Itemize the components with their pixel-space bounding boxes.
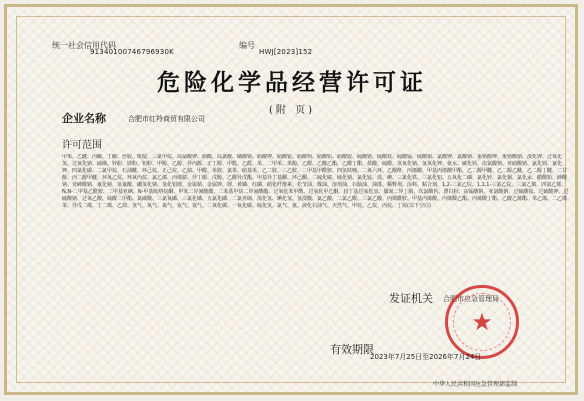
validity-period-value: 2023年7月25日至2026年7月24日 <box>370 353 482 361</box>
number-value: HWJ[2023]152 <box>259 48 313 56</box>
license-scope-label: 许可范围 <box>62 140 102 151</box>
company-name-label: 企业名称 <box>62 112 106 125</box>
validity-period-label: 有效期限 <box>330 343 374 356</box>
issuer-footer: 中华人民共和国应急管理部监制 <box>433 381 518 388</box>
credit-code-label: 统一社会信用代码 <box>52 41 116 50</box>
license-scope-text: 甲苯、乙醚、丙酮、丁酮、丝胶、吡啶、三氯甲烷、高锰酸钾、硝酸、高氯酸、磷酸钠、硝酸钾、硝酸银、硝酸钡、硝酸铅、硝酸铵、硫酸钠、硫酸铁、硫酸锰、硫酸铜、氯酸钾、氯酸钠、重铬酸钾、重铬酸钠、溴化钾、过氧化氢、过氧化钠、硫磺、锌粉、镁粉、铝粉、甲醇、乙醇、异丙醇、正丁醇、甲醛、乙醛、苯、二甲苯、苯酚、乙酸、乙酸乙酯、乙酸丁酯、盐酸、硫酸、氢氧化钠、氢氧化钾、氨水、碳化钙、次氯酸钠、亚硝酸钠、氯化钡、氰化钾、四氯化碳、二氯甲烷、石油醚、环己烷、正己烷、乙腈、甲酸、苯胺、氯苯、硝基苯、乙二胺、三乙胺、二甲基甲酰胺、四氢呋喃、二氧六环、乙酸酐、丙烯酸、甲基丙烯酸甲酯、乙二醇甲醚、乙二醇乙醚、乙二醇丁醚、二甘醇、丙二醇甲醚、环氧乙烷、环氧丙烷、氯乙烯、丙烯腈、异丁醇、戊醇、乙酸异戊酯、甲基异丁基酮、环己酮、二硫化碳、硫化钠、氯化铵、溴、碘、三氯化铁、三氯化铝、五氧化二磷、氯化锌、氯化铜、氯化汞、醋酸铅、砷酸钠、亚砷酸钠、氟化钠、氢氟酸、硼氢化钠、氢化铝锂、金属钠、金属钾、锂、黄磷、红磷、硝化纤维素、松节油、煤油、溶剂油、石脑油、油漆、稀释剂、涂料、粘合剂、1,2-二氯乙烷、1,1,1-三氯乙烷、三氯乙烯、四氯乙烯、N,N-二甲基乙酰胺、二甲基亚砜、N-甲基吡咯烷酮、甲苯二异氰酸酯、二苯基甲烷二异氰酸酯、过氧化苯甲酰、过氧化甲乙酮、叔丁基过氧化氢、偶氮二异丁腈、次氯酸钙、漂白粉、高锰酸钠、亚氯酸钠、过硫酸铵、过硫酸钾、过硫酸钠、过氧乙酸、硫酸二甲酯、氯磺酸、三氯氧磷、三氯化磷、五氯化磷、二氯亚砜、溴化氢、碘化氢、氢溴酸、氯乙酸、二氯乙酸、三氯乙酸、丙烯酰胺、甲基丙烯酸、丙烯酸乙酯、丙烯酸丁酯、乙酸乙烯酯、苯乙烯、二乙烯苯、异戊二烯、丁二烯、乙炔、氢气、氧气、氮气、氩气、氦气、二氧化碳、一氧化碳、硫化氢、氯气、氨、液化石油气、天然气、甲烷、乙烷、丙烷、丁烷(以下空白) <box>62 154 569 209</box>
issuing-authority-value: 合肥市应急管理局 <box>443 295 499 303</box>
credit-code-value: 91340100746796930K <box>90 48 174 56</box>
official-seal-icon <box>445 285 519 359</box>
issuing-authority-label: 发证机关 <box>389 292 433 305</box>
certificate-subtitle: (附 页) <box>269 105 315 116</box>
seal-star-icon: ★ <box>471 308 493 336</box>
number-label: 编号 <box>239 41 255 50</box>
company-name-value: 合肥市红羚商贸有限公司 <box>128 115 205 123</box>
certificate-title: 危险化学品经营许可证 <box>157 69 427 96</box>
